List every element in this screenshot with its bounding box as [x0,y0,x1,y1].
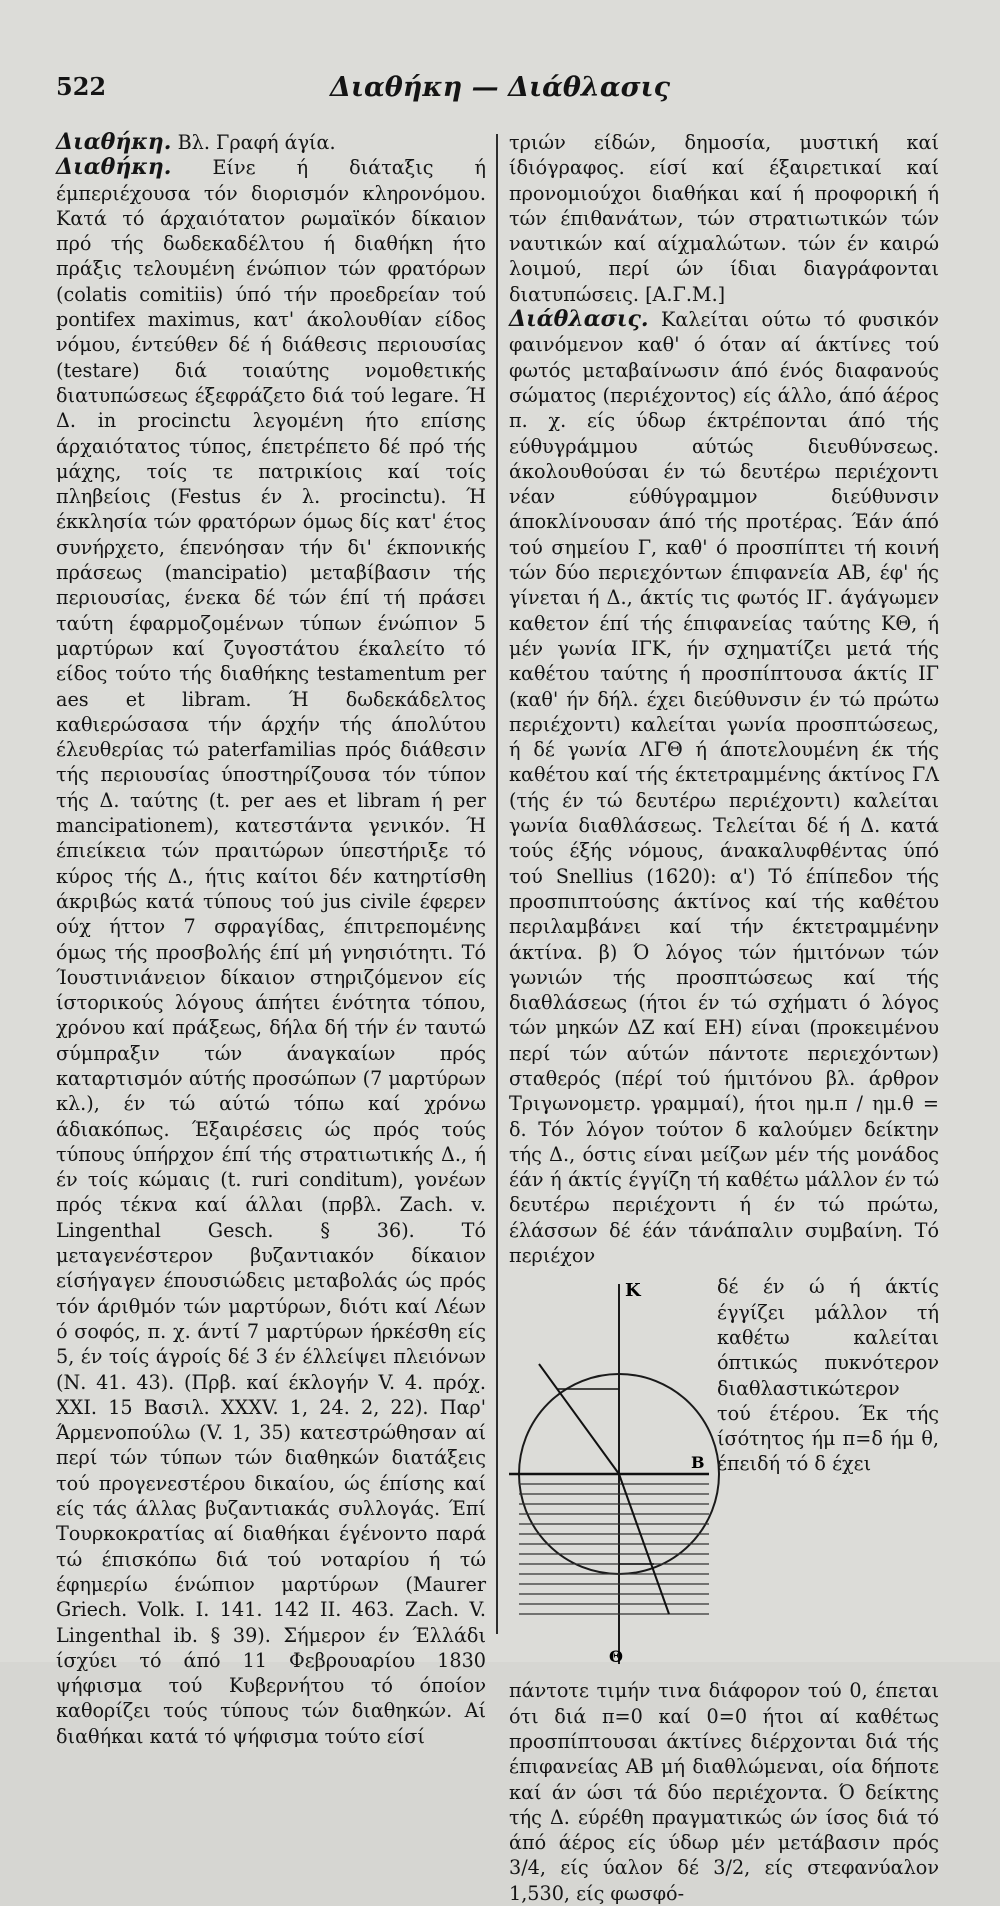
entry-headword: Διάθλασις. [509,306,649,333]
entry-text: Βλ. Γραφή άγία. [171,131,336,154]
entry-text: πάντοτε τιμήν τινα διάφορον τού 0, έπεται ότι διά π=0 καί 0=0 ήτοι αί καθέτως προσπίπτουσαι άκτίνες διέρχονται διά τής έπιφανείας ΑΒ μή διαθλώμεναι, οία δήποτε καί άν ώσι τά δύο περιέχοντα. Ό δείκτης τής Δ. εύρέθη πραγματικώς ών ίσος διά τό άπό άέρος είς ύδωρ μέν μετάβασιν πρός 3/4, είς ύαλον δέ 3/2, είς στεφανύαλον 1,530, είς φωσφό- [509,1679,939,1905]
left-column [56,129,486,1748]
refraction-diagram [509,1274,709,1670]
right-column [509,130,939,1905]
running-head: Διαθήκη — Διάθλασις [329,72,671,103]
page-number: 522 [56,72,107,101]
incident-ray [539,1364,619,1474]
figure-side-text: δέ έν ώ ή άκτίς έγγίζει μάλλον τή καθέτω καλείται όπτικώς πυκνότερον διαθλαστικώτερον τού έτέρου. Έκ τής ίσότητος ήμ π=δ ήμ θ, έπειδή τό δ έχει [717,1275,939,1476]
refraction-figure-block [509,1274,939,1674]
label-theta: Θ [609,1647,623,1667]
column-divider [496,134,498,1634]
entry-paragraph [56,155,486,1749]
entry-text: Είνε ή διάταξις ή έμπεριέχουσα τόν διορισμόν κληρονόμου. Κατά τό άρχαιότατον ρωμαϊκόν δίκαιον πρό τής δωδεκαδέλτου ή διαθήκη ήτο πράξις τελουμένη ένώπιον τών φρατόρων (colatis comitiis) ύπό τήν προεδρείαν τού pontifex maximus, κατ' άκολουθίαν είδος νόμου, έντεύθεν δέ ή διάθεσις περιουσίας (testare) διά τοιαύτης νομοθετικής διατυπώσεως έξεφράζετο διά τού legare. Ή Δ. in procinctu λεγομένη ήτο επίσης άρχαιότατος τύπος, έπετρέπετο δέ πρό τής μάχης, τοίς τε πατρικίοις καί τοίς πληβείοις (Festus έν λ. procinctu). Ή έκκλησία τών φρατόρων όμως δίς κατ' έτος συνήρχετο, έπενόησαν τήν δι' έκπονικής πράσεως (mancipatio) μεταβίβασιν τής περιουσίας, ένεκα δέ τών έπί τή πράσει ταύτη έφαρμοζομένων τύπων ένώπιον 5 μαρτύρων καί ζυγοστάτου έκαλείτο τό είδος τούτο τής διαθήκης testamentum per aes et libram. Ή δωδεκάδελτος καθιερώσασα τήν άρχήν τής άπολύτου έλευθερίας τώ paterfamilias πρός διάθεσιν τής περιουσίας ύποστηρίζουσα τόν τύπον τής Δ. ταύτης (t. per aes et libram ή per mancipationem), κατεστάντα γενικόν. Ή έπιείκεια τών πραιτώρων ύπεστήριξε τό κύρος τής Δ., ήτις καίτοι δέν κατηρτίσθη άκριβώς κατά τύπους τού jus civile έφερεν ούχ ήττον 7 σφραγίδας, έπιτρεπομένης όμως τής προσβολής έπί μή γνησιότητι. Τό Ίουστινιάνειον δίκαιον στηριζόμενον είς ίστορικούς λόγους άπήτει ένότητα τόπου, χρόνου καί πράξεως, δήλα δή τήν έν ταυτώ σύμπραξιν τών άναγκαίων πρός καταρτισμόν αύτής προσώπων (7 μαρτύρων κλ.), έν τώ αύτώ τόπω καί χρόνω άδιακόπως. Έξαιρέσεις ώς πρός τούς τύπους ύπήρχον έπί τής στρατιωτικής Δ., ή έν τοίς κώμαις (t. ruri conditum), γονέων πρός τέκνα καί άλλαι (πρβλ. Zach. v. Lingenthal Gesch. § 36). Τό μεταγενέστερον βυζαντιακόν δίκαιον είσήγαγεν έπουσιώδεις μεταβολάς ώς πρός τόν άριθμόν τών μαρτύρων, διότι καί Λέων ό σοφός, π. χ. άντί 7 μαρτύρων ήρκέσθη είς 5, έν τοίς άγροίς δέ 3 έν έλλείψει πλειόνων (Ν. 41. 43). (Πρβ. καί έκλογήν V. 4. πρόχ. XXI. 15 Βασιλ. XXXV. 1, 24. 2, 22). Παρ' Άρμενοπούλω (V. 1, 35) κατεστρώθησαν αί περί τών τύπων τών διαθηκών διατάξεις τού προγενεστέρου δικαίου, ώς έπίσης καί είς τάς άλλας βυζαντιακάς συλλογάς. Έπί Τουρκοκρατίας αί διαθήκαι έγένοντο παρά τώ έπισκόπω διά τού νοταρίου ή τώ έφημερίω ένώπιον μαρτύρων (Maurer Griech. Volk. I. 141. 142 II. 463. Zach. V. Lingenthal ib. § 39). Σήμερον έν Έλλάδι ίσχύει τό άπό 11 Φεβρουαρίου 1830 ψήφισμα τού Κυβερνήτου τό όποίον καθορίζει τούς τύπους τών διαθηκών. Αί διαθήκαι κατά τό ψήφισμα τούτο είσί [56,156,486,1748]
label-b: B [691,1453,705,1473]
water-hatching [519,1484,709,1614]
entry-paragraph [509,307,939,1268]
label-k: K [625,1280,641,1302]
entry-headword: Διαθήκη. [56,154,172,181]
entry-text: Καλείται ούτω τό φυσικόν φαινόμενον καθ' ό όταν αί άκτίνες τού φωτός μεταβαίνωσιν άπό ένός διαφανούς σώματος (περιέχοντος) είς άλλο, άπό άέρος π. χ. είς ύδωρ έκτρέπονται άπό τής εύθυγράμμου αύτώς διευθύνσεως. άκολουθούσαι έν τώ δευτέρω περιέχοντι νέαν εύθύγραμμον διεύθυνσιν άποκλίνουσαν άπό τής προτέρας. Έάν άπό τού σημείου Γ, καθ' ό προσπίπτει τή κοινή τών δύο περιεχόντων έπιφανεία ΑΒ, έφ' ής γίνεται ή Δ., άκτίς τις φωτός ΙΓ. άγάγωμεν καθετον έπί τής έπιφανείας ταύτης ΚΘ, ή μέν γωνία ΙΓΚ, ήν σχηματίζει μετά τής καθέτου ταύτης ή προσπίπτουσα άκτίς ΙΓ (καθ' ήν δήλ. έχει διεύθυνσιν έν τώ πρώτω περιέχοντι) καλείται γωνία προσπτώσεως, ή δέ γωνία ΛΓΘ ή άποτελουμένη έκ τής καθέτου καί τής έκτετραμμένης άκτίνος ΓΛ (τής έν τώ δευτέρω περιέχοντι) καλείται γωνία διαθλάσεως. Τελείται δέ ή Δ. κατά τούς έξής νόμους, άνακαλυφθέντας ύπό τού Snellius (1620): α') Τό έπίπεδον τής προσπιπτούσης άκτίνος καί τής καθέτου περιλαμβάνει καί τήν έκτετραμμένην άκτίνα. β) Ό λόγος τών ήμιτόνων τών γωνιών τής προσπτώσεως καί τής διαθλάσεως (ήτοι έν τώ σχήματι ό λόγος τών μηκών ΔΖ καί ΕΗ) είναι (προκειμένου περί τών αύτών πάντοτε περιεχόντων) σταθερός (πέρί τού ήμιτόνου βλ. άρθρον Τριγωνομετρ. γραμμαί), ήτοι ημ.π / ημ.θ = δ. Τόν λόγον τούτον δ καλούμεν δείκτην τής Δ., όστις είναι μείζων μέν τής μονάδος έάν ή άκτίς έγγίζη τή καθέτω μάλλον έν τώ δευτέρω περιέχοντι ή έν τώ πρώτω, έλάσσων δέ έάν τάνάπαλιν συμβαίνη. Τό περιέχον [509,308,939,1268]
entry-continuation: τριών είδών, δημοσία, μυστική καί ίδιόγραφος. είσί καί έξαιρετικαί καί προνομιούχοι διαθήκαι καί ή προφορική ή τών έπιθανάτων, τών στρατιωτικών τών ναυτικών καί αίχμαλώτων. τών έν καιρώ λοιμού, περί ών ίδιαι διαγράφονται διατυπώσεις. [Α.Γ.Μ.] [509,131,939,306]
entry-paragraph [56,130,486,155]
entry-headword: Διαθήκη. [56,129,172,155]
